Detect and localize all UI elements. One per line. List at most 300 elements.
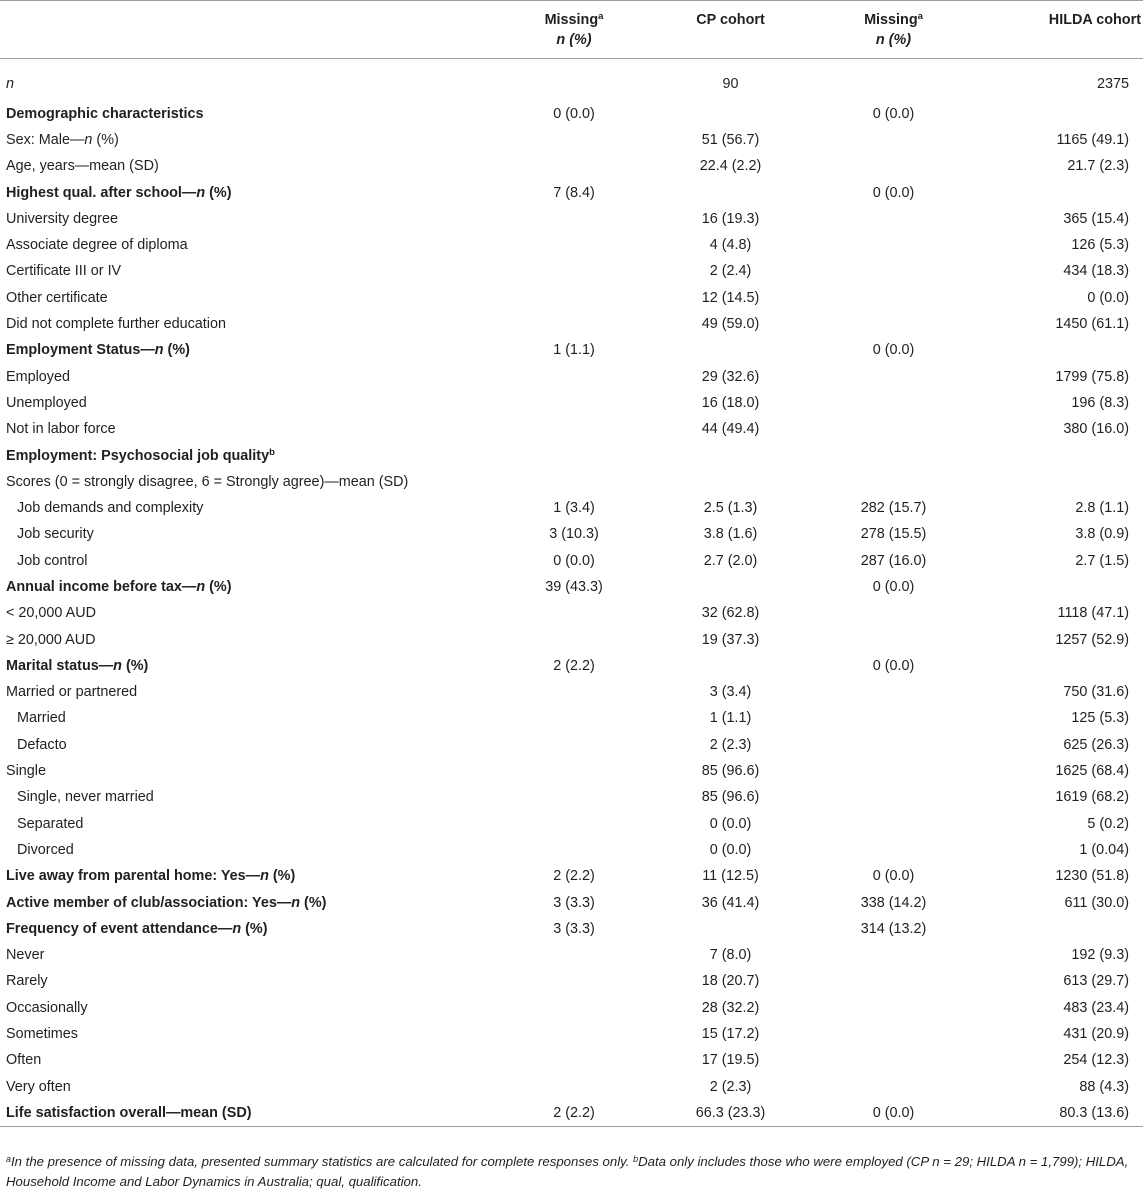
- cell-missing-cp: [498, 732, 650, 758]
- cell-missing-hilda: [811, 469, 976, 495]
- cell-missing-hilda: 0 (0.0): [872, 184, 915, 201]
- cell-cp-cohort: 3.8 (1.6): [703, 526, 758, 543]
- row-label-suffix: (%): [268, 868, 296, 885]
- table-row: [0, 863, 1143, 889]
- cell-missing-hilda: [811, 153, 976, 179]
- cell-missing-cp: [498, 942, 650, 968]
- cell-missing-hilda: [811, 416, 976, 442]
- row-label: [0, 1100, 498, 1127]
- row-label: [0, 758, 498, 784]
- row-label: [0, 548, 498, 574]
- table-row: [0, 390, 1143, 416]
- cell-missing-hilda: [811, 1047, 976, 1073]
- row-label-italic: n: [196, 578, 206, 595]
- cell-missing-hilda: [811, 1021, 976, 1047]
- cell-missing-cp: 39 (43.3): [545, 578, 603, 595]
- table-row: [0, 1021, 1143, 1047]
- cell-hilda-cohort: 750 (31.6): [1063, 684, 1129, 701]
- table-row: [0, 1073, 1143, 1099]
- row-label: [0, 101, 498, 127]
- cell-cp-cohort: [650, 442, 811, 468]
- row-label-suffix: (%): [241, 920, 268, 937]
- cell-hilda-cohort: 431 (20.9): [1063, 1026, 1129, 1043]
- row-label: [0, 127, 498, 153]
- cell-missing-cp: [498, 679, 650, 705]
- table-row: [0, 59, 1143, 101]
- cell-cp-cohort: 15 (17.2): [701, 1026, 760, 1043]
- table-row: [0, 626, 1143, 652]
- cell-missing-hilda: 0 (0.0): [872, 342, 915, 359]
- row-label-text: Job security: [17, 526, 94, 543]
- row-label: [0, 442, 498, 468]
- cell-hilda-cohort: [976, 469, 1143, 495]
- cell-hilda-cohort: [976, 179, 1143, 205]
- row-label-text: Often: [6, 1052, 42, 1069]
- table-row: [0, 916, 1143, 942]
- footnote-marker: a: [598, 11, 604, 22]
- cell-missing-cp: [498, 285, 650, 311]
- header-missing-cp-unit: n (%): [556, 32, 592, 48]
- row-label: [0, 574, 498, 600]
- row-label: [0, 285, 498, 311]
- row-label-text: Single: [6, 763, 47, 780]
- row-label-text: Active member of club/association: Yes—: [6, 894, 292, 911]
- row-label: [0, 626, 498, 652]
- row-label: [0, 1021, 498, 1047]
- table-row: [0, 653, 1143, 679]
- cell-missing-cp: 0 (0.0): [553, 105, 595, 122]
- cell-missing-hilda: [811, 705, 976, 731]
- cell-cp-cohort: 12 (14.5): [701, 289, 760, 306]
- cell-missing-cp: [498, 153, 650, 179]
- row-label: [0, 495, 498, 521]
- row-label-text: n: [6, 75, 15, 92]
- table-row: [0, 521, 1143, 547]
- cell-missing-cp: [498, 127, 650, 153]
- cell-missing-cp: 3 (3.3): [553, 920, 595, 937]
- table-row: [0, 889, 1143, 915]
- cell-missing-cp: [498, 1073, 650, 1099]
- header-missing-hilda-unit: n (%): [875, 32, 912, 48]
- cell-cp-cohort: 44 (49.4): [701, 421, 760, 438]
- row-label-text: Employment: Psychosocial job quality: [6, 447, 270, 464]
- cell-missing-cp: [498, 416, 650, 442]
- cell-missing-cp: [498, 363, 650, 389]
- cell-hilda-cohort: 196 (8.3): [1071, 394, 1129, 411]
- header-missing-cp: [498, 1, 650, 59]
- cell-missing-cp: [498, 784, 650, 810]
- cell-hilda-cohort: 192 (9.3): [1071, 947, 1129, 964]
- footnote-marker-a: a: [6, 1154, 12, 1164]
- row-label-italic: n: [113, 657, 122, 674]
- cell-cp-cohort: 1 (1.1): [709, 710, 752, 727]
- row-label: [0, 153, 498, 179]
- row-label-text: Married: [17, 710, 66, 727]
- row-label-text: Employed: [6, 368, 70, 385]
- cell-missing-hilda: [811, 626, 976, 652]
- table-row: [0, 101, 1143, 127]
- row-label: [0, 1073, 498, 1099]
- row-label-text: Frequency of event attendance—: [6, 920, 233, 937]
- row-label-suffix: (%): [121, 657, 149, 674]
- cell-hilda-cohort: [976, 442, 1143, 468]
- cell-missing-cp: 3 (3.3): [553, 894, 595, 911]
- cell-cp-cohort: 11 (12.5): [702, 868, 759, 885]
- footnote-a-text: In the presence of missing data, presented summary statistics are calculated for complete responses only.: [11, 1154, 634, 1169]
- cell-cp-cohort: 90: [722, 75, 739, 92]
- cell-missing-cp: 1 (3.4): [553, 500, 595, 517]
- row-label-suffix: (%): [92, 131, 119, 148]
- footnote-b-text: Data only includes those who were employed (CP n = 29; HILDA n = 1,799); HILDA, Household Income and Labor Dynamics in Australia; qual, qualification.: [6, 1154, 1129, 1189]
- table-row: [0, 206, 1143, 232]
- row-label-suffix: (%): [163, 342, 190, 359]
- cell-hilda-cohort: 1165 (49.1): [1056, 131, 1129, 148]
- row-label: [0, 1047, 498, 1073]
- cell-hilda-cohort: 80.3 (13.6): [1059, 1105, 1129, 1122]
- row-label: [0, 705, 498, 731]
- cell-missing-hilda: 0 (0.0): [872, 1105, 915, 1122]
- row-label-text: Very often: [6, 1078, 71, 1095]
- cell-hilda-cohort: 611 (30.0): [1064, 894, 1129, 911]
- cell-missing-cp: 3 (10.3): [549, 526, 599, 543]
- cell-missing-cp: [498, 811, 650, 837]
- header-missing-hilda: [811, 1, 976, 59]
- cell-cp-cohort: 18 (20.7): [701, 973, 760, 990]
- cell-cp-cohort: [650, 653, 811, 679]
- cell-hilda-cohort: 126 (5.3): [1071, 237, 1129, 254]
- table-row: [0, 442, 1143, 468]
- row-label: [0, 784, 498, 810]
- cell-missing-cp: [498, 442, 650, 468]
- cell-cp-cohort: 0 (0.0): [709, 841, 752, 858]
- cell-cp-cohort: 2 (2.3): [709, 1078, 752, 1095]
- cell-missing-cp: [498, 232, 650, 258]
- cell-hilda-cohort: 3.8 (0.9): [1075, 526, 1129, 543]
- table-row: [0, 732, 1143, 758]
- cell-missing-cp: [498, 1047, 650, 1073]
- row-label-text: Life satisfaction overall—mean (SD): [6, 1105, 252, 1122]
- cell-hilda-cohort: 625 (26.3): [1063, 736, 1129, 753]
- cell-missing-hilda: 287 (16.0): [860, 552, 927, 569]
- row-label-suffix: (%): [300, 894, 327, 911]
- cell-cp-cohort: 2 (2.3): [709, 736, 752, 753]
- cell-hilda-cohort: 380 (16.0): [1063, 421, 1129, 438]
- footnote-marker: b: [269, 446, 275, 458]
- row-label-text: Married or partnered: [6, 684, 138, 701]
- row-label: [0, 916, 498, 942]
- header-cp-cohort-title: CP cohort: [696, 12, 765, 28]
- row-label-text: < 20,000 AUD: [6, 605, 97, 622]
- table-row: [0, 1047, 1143, 1073]
- cell-missing-cp: [498, 837, 650, 863]
- cell-cp-cohort: 29 (32.6): [701, 368, 760, 385]
- cell-hilda-cohort: 1625 (68.4): [1055, 763, 1129, 780]
- row-label: [0, 232, 498, 258]
- cell-hilda-cohort: 1230 (51.8): [1055, 868, 1129, 885]
- cell-missing-hilda: [811, 784, 976, 810]
- table-row: [0, 469, 1143, 495]
- table-row: [0, 548, 1143, 574]
- cell-hilda-cohort: [976, 337, 1143, 363]
- cell-missing-hilda: [811, 442, 976, 468]
- cell-cp-cohort: [650, 574, 811, 600]
- header-hilda-cohort-title: HILDA cohort: [1048, 12, 1141, 28]
- table-row: [0, 784, 1143, 810]
- cell-missing-cp: 2 (2.2): [553, 657, 595, 674]
- cell-missing-hilda: [811, 758, 976, 784]
- cell-hilda-cohort: 2375: [1096, 75, 1129, 92]
- cell-missing-hilda: [811, 679, 976, 705]
- cell-missing-hilda: [811, 258, 976, 284]
- cell-cp-cohort: 0 (0.0): [709, 815, 752, 832]
- cell-missing-hilda: 0 (0.0): [872, 578, 915, 595]
- row-label: [0, 206, 498, 232]
- row-label-text: ≥ 20,000 AUD: [6, 631, 96, 648]
- row-label-italic: n: [196, 184, 206, 201]
- table-row: [0, 258, 1143, 284]
- row-label-suffix: (%): [205, 184, 232, 201]
- cell-missing-cp: 7 (8.4): [553, 184, 595, 201]
- cell-missing-hilda: 278 (15.5): [860, 526, 927, 543]
- cell-missing-hilda: 314 (13.2): [860, 920, 927, 937]
- cell-missing-cp: [498, 600, 650, 626]
- table-row: [0, 285, 1143, 311]
- cell-cp-cohort: [650, 179, 811, 205]
- table-row: [0, 811, 1143, 837]
- cell-missing-hilda: [811, 59, 976, 101]
- cell-cp-cohort: 2.7 (2.0): [703, 552, 758, 569]
- cell-cp-cohort: 85 (96.6): [701, 789, 760, 806]
- cell-hilda-cohort: 21.7 (2.3): [1067, 158, 1129, 175]
- cell-hilda-cohort: 1619 (68.2): [1055, 789, 1129, 806]
- header-missing-cp-title: Missing: [544, 12, 599, 28]
- cell-missing-cp: [498, 59, 650, 101]
- row-label-text: Annual income before tax—: [6, 578, 197, 595]
- row-label-text: University degree: [6, 210, 118, 227]
- table-row: [0, 942, 1143, 968]
- cell-hilda-cohort: 88 (4.3): [1079, 1078, 1129, 1095]
- cell-missing-hilda: [811, 363, 976, 389]
- cell-missing-cp: [498, 258, 650, 284]
- row-label-text: Not in labor force: [6, 421, 116, 438]
- row-label: [0, 258, 498, 284]
- row-label: [0, 889, 498, 915]
- table-row: [0, 179, 1143, 205]
- row-label-italic: n: [84, 131, 93, 148]
- cell-missing-cp: 0 (0.0): [553, 552, 595, 569]
- cell-hilda-cohort: 5 (0.2): [1087, 815, 1129, 832]
- row-label: [0, 363, 498, 389]
- cell-hilda-cohort: 613 (29.7): [1063, 973, 1129, 990]
- table-row: [0, 337, 1143, 363]
- cell-cp-cohort: 2.5 (1.3): [703, 500, 758, 517]
- table-row: [0, 968, 1143, 994]
- cell-hilda-cohort: 125 (5.3): [1071, 710, 1129, 727]
- cell-missing-hilda: [811, 390, 976, 416]
- cell-cp-cohort: 85 (96.6): [701, 763, 760, 780]
- cell-missing-cp: [498, 758, 650, 784]
- row-label-text: Sex: Male—: [6, 131, 85, 148]
- cell-missing-cp: [498, 206, 650, 232]
- cell-missing-cp: [498, 968, 650, 994]
- cell-missing-hilda: [811, 995, 976, 1021]
- cell-missing-cp: 2 (2.2): [553, 1105, 595, 1122]
- cell-missing-hilda: [811, 732, 976, 758]
- cell-missing-hilda: 0 (0.0): [872, 657, 915, 674]
- cell-cp-cohort: [650, 337, 811, 363]
- row-label-text: Defacto: [17, 736, 67, 753]
- cell-missing-hilda: 282 (15.7): [860, 500, 927, 517]
- row-label: [0, 995, 498, 1021]
- row-label-italic: n: [291, 894, 301, 911]
- cell-missing-hilda: 338 (14.2): [860, 894, 927, 911]
- header-label-col: [0, 1, 498, 59]
- cell-hilda-cohort: 1118 (47.1): [1057, 605, 1129, 622]
- cell-hilda-cohort: 365 (15.4): [1063, 210, 1129, 227]
- row-label: [0, 521, 498, 547]
- cell-missing-cp: 2 (2.2): [553, 868, 595, 885]
- row-label-text: Never: [6, 947, 45, 964]
- cell-missing-hilda: [811, 127, 976, 153]
- cell-hilda-cohort: 1 (0.04): [1079, 841, 1129, 858]
- row-label-text: Scores (0 = strongly disagree, 6 = Strongly agree)—mean (SD): [6, 473, 409, 490]
- cell-missing-cp: [498, 995, 650, 1021]
- cell-missing-hilda: [811, 600, 976, 626]
- cell-hilda-cohort: 1799 (75.8): [1055, 368, 1129, 385]
- cell-hilda-cohort: 254 (12.3): [1063, 1052, 1129, 1069]
- row-label-text: Separated: [17, 815, 84, 832]
- header-row: [0, 1, 1143, 59]
- row-label: [0, 600, 498, 626]
- row-label: [0, 679, 498, 705]
- cell-cp-cohort: 17 (19.5): [701, 1052, 760, 1069]
- cell-cp-cohort: 66.3 (23.3): [695, 1105, 766, 1122]
- row-label-text: Sometimes: [6, 1026, 78, 1043]
- cell-hilda-cohort: [976, 574, 1143, 600]
- row-label: [0, 416, 498, 442]
- cell-cp-cohort: 51 (56.7): [701, 131, 760, 148]
- cell-missing-cp: [498, 390, 650, 416]
- table-row: [0, 153, 1143, 179]
- cell-hilda-cohort: 2.8 (1.1): [1075, 500, 1129, 517]
- cell-cp-cohort: 3 (3.4): [709, 684, 752, 701]
- cell-cp-cohort: [650, 101, 811, 127]
- cell-cp-cohort: 19 (37.3): [701, 631, 760, 648]
- table-row: [0, 995, 1143, 1021]
- row-label-italic: n: [154, 342, 164, 359]
- cell-missing-hilda: [811, 1073, 976, 1099]
- header-hilda-cohort: [976, 1, 1143, 59]
- row-label-text: Single, never married: [17, 789, 154, 806]
- footnote-marker: a: [917, 11, 923, 22]
- row-label-text: Job control: [17, 552, 88, 569]
- row-label: [0, 968, 498, 994]
- header-cp-cohort: [650, 1, 811, 59]
- row-label: [0, 337, 498, 363]
- table-row: [0, 837, 1143, 863]
- cell-cp-cohort: 2 (2.4): [709, 263, 752, 280]
- row-label: [0, 811, 498, 837]
- table-row: [0, 758, 1143, 784]
- table-row: [0, 311, 1143, 337]
- cell-hilda-cohort: 0 (0.0): [1087, 289, 1129, 306]
- cell-missing-hilda: 0 (0.0): [872, 868, 915, 885]
- cell-hilda-cohort: 2.7 (1.5): [1075, 552, 1129, 569]
- row-label-text: Marital status—: [6, 657, 114, 674]
- cell-missing-hilda: 0 (0.0): [872, 105, 915, 122]
- row-label-text: Live away from parental home: Yes—: [6, 868, 261, 885]
- table-footnote: [6, 1152, 1136, 1192]
- cell-cp-cohort: 36 (41.4): [701, 894, 760, 911]
- cell-missing-cp: [498, 1021, 650, 1047]
- table-row: [0, 416, 1143, 442]
- row-label: [0, 311, 498, 337]
- table-row: [0, 705, 1143, 731]
- cell-missing-cp: [498, 705, 650, 731]
- row-label-italic: n: [260, 868, 269, 885]
- header-missing-hilda-title: Missing: [864, 12, 918, 28]
- cell-cp-cohort: 16 (18.0): [701, 394, 760, 411]
- footnote-marker-b: b: [633, 1154, 639, 1164]
- table-row: [0, 600, 1143, 626]
- cell-missing-hilda: [811, 285, 976, 311]
- cell-missing-hilda: [811, 837, 976, 863]
- table-row: [0, 574, 1143, 600]
- row-label-text: Did not complete further education: [6, 316, 226, 333]
- row-label-text: Highest qual. after school—: [6, 184, 197, 201]
- row-label: [0, 59, 498, 101]
- row-label: [0, 863, 498, 889]
- cell-hilda-cohort: 1450 (61.1): [1055, 316, 1129, 333]
- row-label-text: Other certificate: [6, 289, 108, 306]
- row-label-text: Job demands and complexity: [17, 500, 204, 517]
- table-row: [0, 232, 1143, 258]
- table-row: [0, 363, 1143, 389]
- row-label-text: Employment Status—: [6, 342, 155, 359]
- row-label-text: Certificate III or IV: [6, 263, 122, 280]
- cell-cp-cohort: [650, 469, 811, 495]
- cell-missing-hilda: [811, 942, 976, 968]
- cell-hilda-cohort: 483 (23.4): [1063, 999, 1129, 1016]
- row-label: [0, 732, 498, 758]
- cell-missing-hilda: [811, 968, 976, 994]
- row-label-text: Demographic characteristics: [6, 105, 204, 122]
- cell-missing-hilda: [811, 311, 976, 337]
- cell-missing-cp: [498, 626, 650, 652]
- table-row: [0, 679, 1143, 705]
- cell-cp-cohort: 49 (59.0): [701, 316, 760, 333]
- row-label: [0, 837, 498, 863]
- row-label-text: Associate degree of diploma: [6, 237, 188, 254]
- row-label: [0, 942, 498, 968]
- row-label-text: Age, years—mean (SD): [6, 158, 159, 175]
- cell-hilda-cohort: [976, 101, 1143, 127]
- cell-hilda-cohort: [976, 916, 1143, 942]
- table-body: [0, 59, 1143, 1127]
- row-label: [0, 653, 498, 679]
- row-label-text: Occasionally: [6, 999, 88, 1016]
- cell-cp-cohort: 16 (19.3): [701, 210, 760, 227]
- cell-cp-cohort: 28 (32.2): [701, 999, 760, 1016]
- table-row: [0, 495, 1143, 521]
- row-label: [0, 179, 498, 205]
- table-row: [0, 127, 1143, 153]
- cell-missing-cp: [498, 311, 650, 337]
- cell-missing-hilda: [811, 811, 976, 837]
- row-label-suffix: (%): [205, 578, 232, 595]
- cell-missing-hilda: [811, 206, 976, 232]
- cell-cp-cohort: 4 (4.8): [709, 237, 752, 254]
